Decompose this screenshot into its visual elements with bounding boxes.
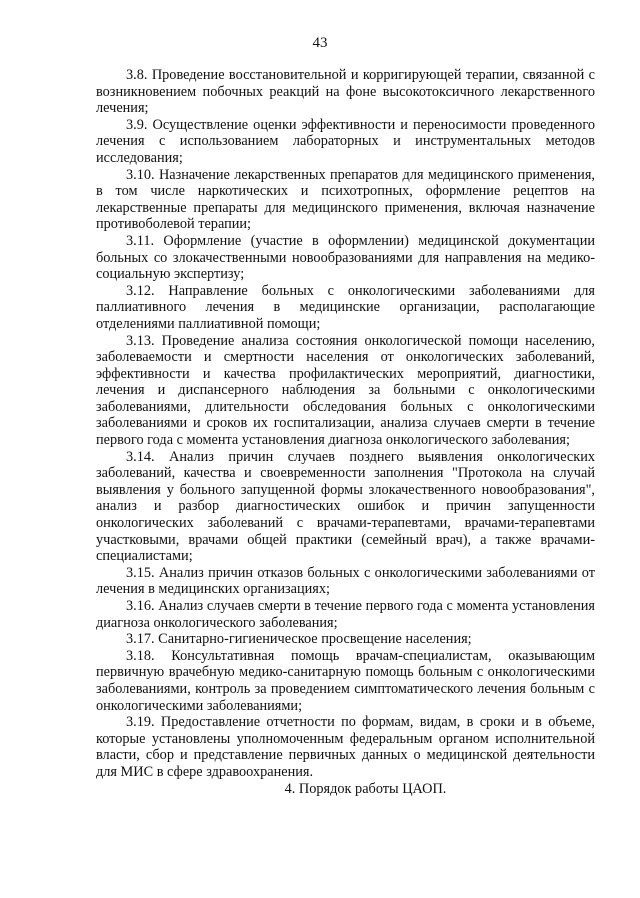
paragraph-3-17: 3.17. Санитарно-гигиеническое просвещение населения; bbox=[126, 631, 472, 648]
paragraph-3-15: 3.15. Анализ причин отказов больных с онкологическими заболеваниями от лечения в медицинских организациях; bbox=[96, 564, 595, 598]
paragraph-3-11: 3.11. Оформление (участие в оформлении) медицинской документации больных со злокачественными новообразованиями для направления на медико-социальную экспертизу; bbox=[96, 232, 595, 283]
paragraph-3-13: 3.13. Проведение анализа состояния онкологической помощи населению, заболеваемости и смертности населения от онкологических заболеваний, эффективности и качества профилактических мероприятий, диагностики, лечения и диспансерного наблюдения за больными с онкологическими заболеваниями, длительности обследования больных с онкологическими заболеваниями и сроков их госпитализации, анализа случаев смерти в течение первого года с момента установления диагноза онкологического заболевания; bbox=[96, 332, 595, 449]
document-body bbox=[96, 67, 595, 797]
paragraph-3-9: 3.9. Осуществление оценки эффективности и переносимости проведенного лечения с использованием лабораторных и инструментальных методов исследования; bbox=[96, 116, 595, 166]
page-number: 43 bbox=[312, 35, 328, 51]
paragraph-3-14: 3.14. Анализ причин случаев позднего выявления онкологических заболеваний, качества и своевременности заполнения "Протокола на случай выявления у больного запущенной формы злокачественного новообразования", анализ и разбор диагностических ошибок и причин запущенности онкологических заболеваний с врачами-терапевтами, врачами-терапевтами участковыми, врачами общей практики (семейный врач), а также врачами-специалистами; bbox=[96, 448, 595, 565]
paragraph-3-10: 3.10. Назначение лекарственных препаратов для медицинского применения, в том числе наркотических и психотропных, оформление рецептов на лекарственные препараты для медицинского применения, включая назначение противоболевой терапии; bbox=[96, 166, 595, 233]
section-heading: 4. Порядок работы ЦАОП. bbox=[284, 780, 447, 797]
paragraph-3-8: 3.8. Проведение восстановительной и корригирующей терапии, связанной с возникновением побочных реакций на фоне высокотоксичного лекарственного лечения; bbox=[96, 67, 595, 117]
paragraph-3-12: 3.12. Направление больных с онкологическими заболеваниями для паллиативного лечения в медицинские организации, располагающие отделениями паллиативной помощи; bbox=[96, 282, 595, 332]
paragraph-3-19: 3.19. Предоставление отчетности по формам, видам, в сроки и в объеме, которые установлены уполномоченным федеральным органом исполнительной власти, сбор и представление первичных данных о медицинской деятельности для МИС в сфере здравоохранения. bbox=[96, 714, 595, 780]
paragraph-3-16: 3.16. Анализ случаев смерти в течение первого года с момента установления диагноза онкологического заболевания; bbox=[96, 598, 595, 631]
paragraph-3-18: 3.18. Консультативная помощь врачам-специалистам, оказывающим первичную врачебную медико-санитарную помощь больным с онкологическими заболеваниями, контроль за проведением симптоматического лечения больным с онкологическими заболеваниями; bbox=[96, 647, 595, 714]
